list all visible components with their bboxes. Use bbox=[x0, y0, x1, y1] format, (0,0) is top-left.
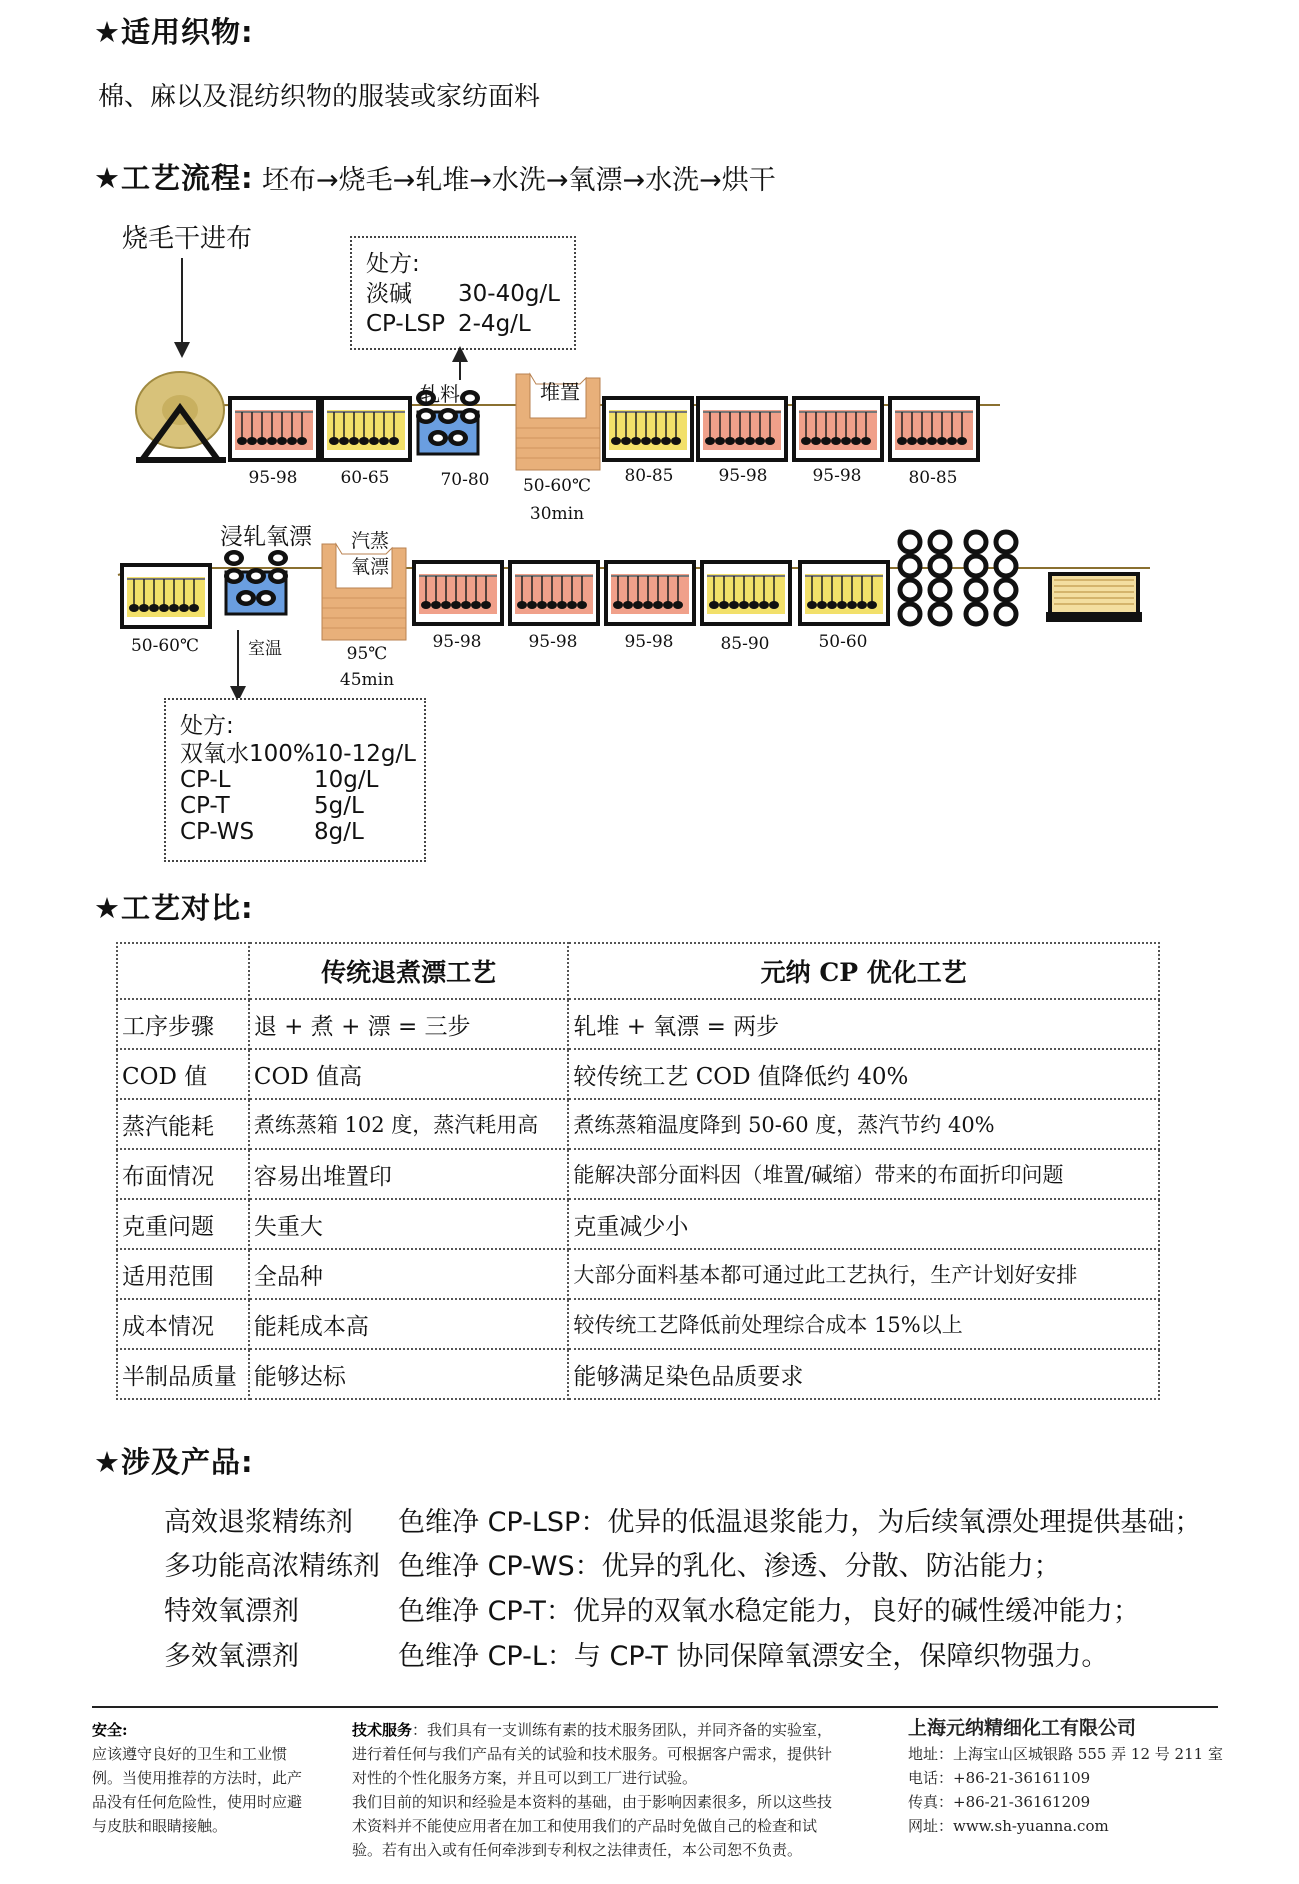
time-label: 30min bbox=[529, 504, 585, 524]
steam-label: 氧漂 bbox=[350, 556, 389, 578]
service-line: 术资料并不能使应用者在加工和使用我们的产品时免做自己的检查和试 bbox=[352, 1817, 818, 1835]
formula-title: 处方: bbox=[366, 251, 420, 277]
table-cell: 半制品质量 bbox=[117, 1349, 249, 1399]
process-diagram bbox=[0, 0, 1299, 720]
table-header: 元纳 CP 优化工艺 bbox=[568, 943, 1159, 999]
table-row bbox=[117, 1199, 1159, 1249]
service-line: 验。若有出入或有任何牵涉到专利权之法律责任，本公司恕不负责。 bbox=[352, 1841, 803, 1859]
product-name: 多效氧漂剂 bbox=[164, 1641, 299, 1672]
table-cell: 大部分面料基本都可通过此工艺执行，生产计划好安排 bbox=[568, 1249, 1159, 1299]
comparison-heading: ★工艺对比: bbox=[94, 891, 254, 925]
formula-box-2 bbox=[164, 698, 426, 862]
service-title: 技术服务 bbox=[352, 1721, 413, 1739]
temp-label: 50-60℃ bbox=[130, 636, 200, 656]
formula-item-name: CP-L bbox=[180, 767, 231, 793]
product-name: 多功能高浓精练剂 bbox=[164, 1551, 380, 1582]
temp-label: 80-85 bbox=[908, 468, 958, 488]
table-cell: 退 + 煮 + 漂 = 三步 bbox=[249, 999, 569, 1049]
temp-label: 85-90 bbox=[720, 634, 770, 654]
temp-label: 室温 bbox=[248, 639, 282, 659]
formula-item-name: 淡碱 bbox=[366, 281, 412, 307]
safety-line: 应该遵守良好的卫生和工业惯 bbox=[92, 1745, 288, 1763]
time-label: 45min bbox=[339, 670, 395, 690]
service-line: ：我们具有一支训练有素的技术服务团队，并同齐备的实验室， bbox=[412, 1721, 833, 1739]
table-cell: 容易出堆置印 bbox=[249, 1149, 569, 1199]
company-fax: 传真：+86-21-36161209 bbox=[908, 1793, 1091, 1811]
table-cell: 工序步骤 bbox=[117, 999, 249, 1049]
temp-label: 95-98 bbox=[812, 466, 862, 486]
table-header: 传统退煮漂工艺 bbox=[249, 943, 569, 999]
table-cell: 轧堆 + 氧漂 = 两步 bbox=[568, 999, 1159, 1049]
footer-safety bbox=[92, 1718, 332, 1838]
company-address: 地址：上海宝山区城银路 555 弄 12 号 211 室 bbox=[908, 1745, 1223, 1763]
table-row bbox=[117, 1349, 1159, 1399]
safety-line: 品没有任何危险性，使用时应避 bbox=[92, 1793, 303, 1811]
temp-label: 50-60℃ bbox=[522, 476, 592, 496]
formula-item-amount: 5g/L bbox=[314, 793, 364, 819]
products-heading: ★涉及产品: bbox=[94, 1445, 254, 1479]
product-desc: 色维净 CP-T：优异的双氧水稳定能力，良好的碱性缓冲能力； bbox=[398, 1596, 1140, 1627]
table-cell: COD 值 bbox=[117, 1049, 249, 1099]
steam-label: 汽蒸 bbox=[350, 530, 389, 552]
fabrics-text: 棉、麻以及混纺织物的服装或家纺面料 bbox=[98, 82, 541, 112]
temp-label: 70-80 bbox=[440, 470, 490, 490]
table-row bbox=[117, 1149, 1159, 1199]
service-line: 我们目前的知识和经验是本资料的基础，由于影响因素很多，所以这些技 bbox=[352, 1793, 833, 1811]
formula-item-name: 双氧水100% bbox=[180, 741, 315, 767]
table-cell: 煮练蒸箱 102 度，蒸汽耗用高 bbox=[249, 1099, 569, 1149]
table-cell: 适用范围 bbox=[117, 1249, 249, 1299]
table-header-row bbox=[117, 943, 1159, 999]
service-line: 进行着任何与我们产品有关的试验和技术服务。可根据客户需求，提供针 bbox=[352, 1745, 833, 1763]
temp-label: 50-60 bbox=[818, 632, 868, 652]
formula-item-amount: 8g/L bbox=[314, 819, 364, 845]
table-header bbox=[117, 943, 249, 999]
table-cell: 克重问题 bbox=[117, 1199, 249, 1249]
company-name: 上海元纳精细化工有限公司 bbox=[908, 1717, 1137, 1739]
temp-label: 95-98 bbox=[432, 632, 482, 652]
formula-item-name: CP-T bbox=[180, 793, 230, 819]
temp-label: 80-85 bbox=[624, 466, 674, 486]
table-cell: 蒸汽能耗 bbox=[117, 1099, 249, 1149]
table-row bbox=[117, 1249, 1159, 1299]
safety-line: 例。当使用推荐的方法时，此产 bbox=[92, 1769, 303, 1787]
temp-label: 95-98 bbox=[718, 466, 768, 486]
product-desc: 色维净 CP-L：与 CP-T 协同保障氧漂安全，保障织物强力。 bbox=[398, 1641, 1109, 1672]
temp-label: 95-98 bbox=[528, 632, 578, 652]
table-cell: 较传统工艺 COD 值降低约 40% bbox=[568, 1049, 1159, 1099]
safety-line: 与皮肤和眼睛接触。 bbox=[92, 1817, 228, 1835]
service-line: 对性的个性化服务方案，并且可以到工厂进行试验。 bbox=[352, 1769, 698, 1787]
bleach-label: 浸轧氧漂 bbox=[220, 524, 312, 550]
feed-label: 烧毛干进布 bbox=[122, 224, 253, 254]
table-cell: 布面情况 bbox=[117, 1149, 249, 1199]
table-cell: 能解决部分面料因（堆置/碱缩）带来的布面折印问题 bbox=[568, 1149, 1159, 1199]
company-phone: 电话：+86-21-36161109 bbox=[908, 1769, 1091, 1787]
formula-item-amount: 10-12g/L bbox=[314, 741, 416, 767]
fabric-beam bbox=[136, 372, 226, 460]
table-cell: 能耗成本高 bbox=[249, 1299, 569, 1349]
process-flow: 坯布→烧毛→轧堆→水洗→氧漂→水洗→烘干 bbox=[262, 165, 776, 196]
table-cell: 较传统工艺降低前处理综合成本 15%以上 bbox=[568, 1299, 1159, 1349]
product-desc: 色维净 CP-LSP：优异的低温退浆能力，为后续氧漂处理提供基础； bbox=[398, 1507, 1202, 1538]
table-cell: 克重减少小 bbox=[568, 1199, 1159, 1249]
formula-item-amount: 10g/L bbox=[314, 767, 379, 793]
company-web[interactable]: 网址：www.sh-yuanna.com bbox=[908, 1817, 1109, 1835]
footer-company bbox=[908, 1716, 1248, 1838]
safety-title: 安全: bbox=[92, 1721, 128, 1739]
process-heading: ★工艺流程: bbox=[94, 161, 254, 195]
footer-service bbox=[352, 1718, 892, 1862]
fabrics-heading: ★适用织物: bbox=[94, 15, 254, 49]
table-cell: 能够满足染色品质要求 bbox=[568, 1349, 1159, 1399]
formula-title: 处方: bbox=[180, 713, 234, 739]
product-name: 高效退浆精练剂 bbox=[164, 1507, 353, 1538]
temp-label: 60-65 bbox=[340, 468, 390, 488]
formula-item-amount: 30-40g/L bbox=[458, 281, 560, 307]
table-row bbox=[117, 1299, 1159, 1349]
temp-label: 95℃ bbox=[346, 644, 388, 664]
comparison-table bbox=[116, 942, 1160, 1400]
product-name: 特效氧漂剂 bbox=[164, 1596, 299, 1627]
temp-label: 95-98 bbox=[624, 632, 674, 652]
pad-label: 轧料 bbox=[420, 382, 460, 406]
table-row bbox=[117, 1099, 1159, 1149]
footer-divider bbox=[92, 1706, 1218, 1708]
pile-label: 堆置 bbox=[540, 380, 580, 404]
table-cell: 煮练蒸箱温度降到 50-60 度，蒸汽节约 40% bbox=[568, 1099, 1159, 1149]
temp-label: 95-98 bbox=[248, 468, 298, 488]
table-cell: COD 值高 bbox=[249, 1049, 569, 1099]
table-cell: 能够达标 bbox=[249, 1349, 569, 1399]
formula-item-name: CP-LSP bbox=[366, 311, 446, 337]
table-row bbox=[117, 999, 1159, 1049]
product-desc: 色维净 CP-WS：优异的乳化、渗透、分散、防沾能力； bbox=[398, 1551, 1061, 1582]
table-cell: 成本情况 bbox=[117, 1299, 249, 1349]
formula-item-amount: 2-4g/L bbox=[458, 311, 531, 337]
table-cell: 失重大 bbox=[249, 1199, 569, 1249]
formula-item-name: CP-WS bbox=[180, 819, 255, 845]
table-cell: 全品种 bbox=[249, 1249, 569, 1299]
table-row bbox=[117, 1049, 1159, 1099]
